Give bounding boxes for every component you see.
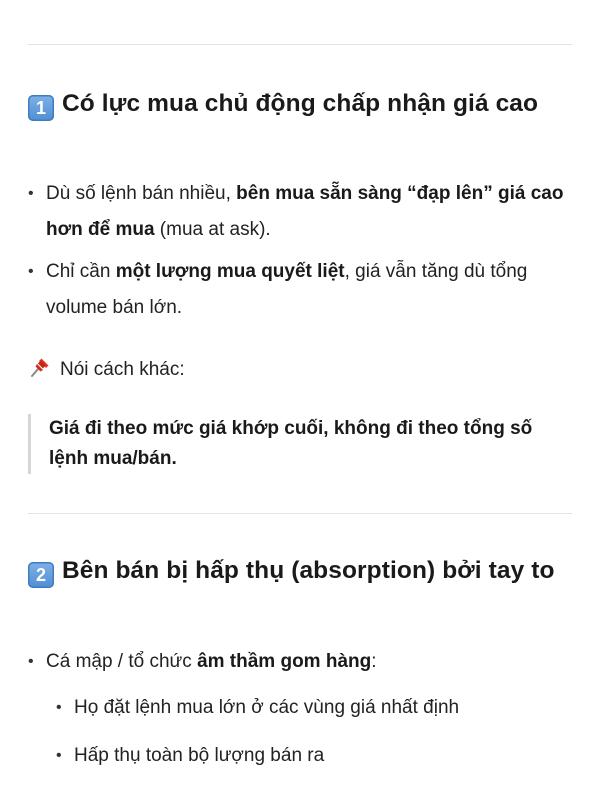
list-item	[28, 644, 566, 680]
keycap-1-icon: 1	[28, 95, 54, 121]
sub-list-item	[56, 690, 574, 726]
section-1-title: Có lực mua chủ động chấp nhận giá cao	[62, 90, 539, 117]
bullet-text: , giá vẫn tăng dù tổng volume bán lớn.	[46, 261, 528, 318]
bullet-icon: •	[56, 699, 62, 716]
sub-bullet-text: Hấp thụ toàn bộ lượng bán ra	[74, 745, 325, 766]
bullet-text: (mua at ask).	[154, 219, 271, 240]
bullet-icon: •	[28, 653, 34, 670]
bullet-text: Cá mập / tổ chức	[46, 651, 198, 672]
bullet-bold-text: âm thầm gom hàng	[197, 651, 372, 672]
blockquote: Giá đi theo mức giá khớp cuối, không đi theo tổng số lệnh mua/bán.	[28, 414, 569, 474]
bullet-bold-text: bên mua sẵn sàng “đạp lên” giá cao hơn để mua	[46, 183, 564, 240]
list-item	[28, 176, 566, 248]
section-2-heading	[28, 551, 568, 590]
bullet-icon: •	[28, 185, 34, 202]
note-text: Nói cách khác:	[60, 359, 185, 380]
note-line	[28, 352, 185, 388]
section-divider	[28, 44, 572, 45]
bullet-text: Dù số lệnh bán nhiều,	[46, 183, 237, 204]
bullet-icon: •	[56, 747, 62, 764]
sub-list-item	[56, 738, 574, 774]
list-item	[28, 254, 566, 326]
pushpin-icon	[28, 355, 52, 379]
bullet-icon: •	[28, 263, 34, 280]
bullet-text: Chỉ cần	[46, 261, 116, 282]
bullet-text: :	[371, 651, 377, 672]
sub-bullet-text: Họ đặt lệnh mua lớn ở các vùng giá nhất định	[74, 697, 460, 718]
keycap-2-icon: 2	[28, 562, 54, 588]
bullet-bold-text: một lượng mua quyết liệt	[115, 261, 345, 282]
section-2-title: Bên bán bị hấp thụ (absorption) bởi tay to	[62, 557, 555, 584]
section-1-heading	[28, 84, 568, 123]
section-divider	[28, 513, 572, 514]
